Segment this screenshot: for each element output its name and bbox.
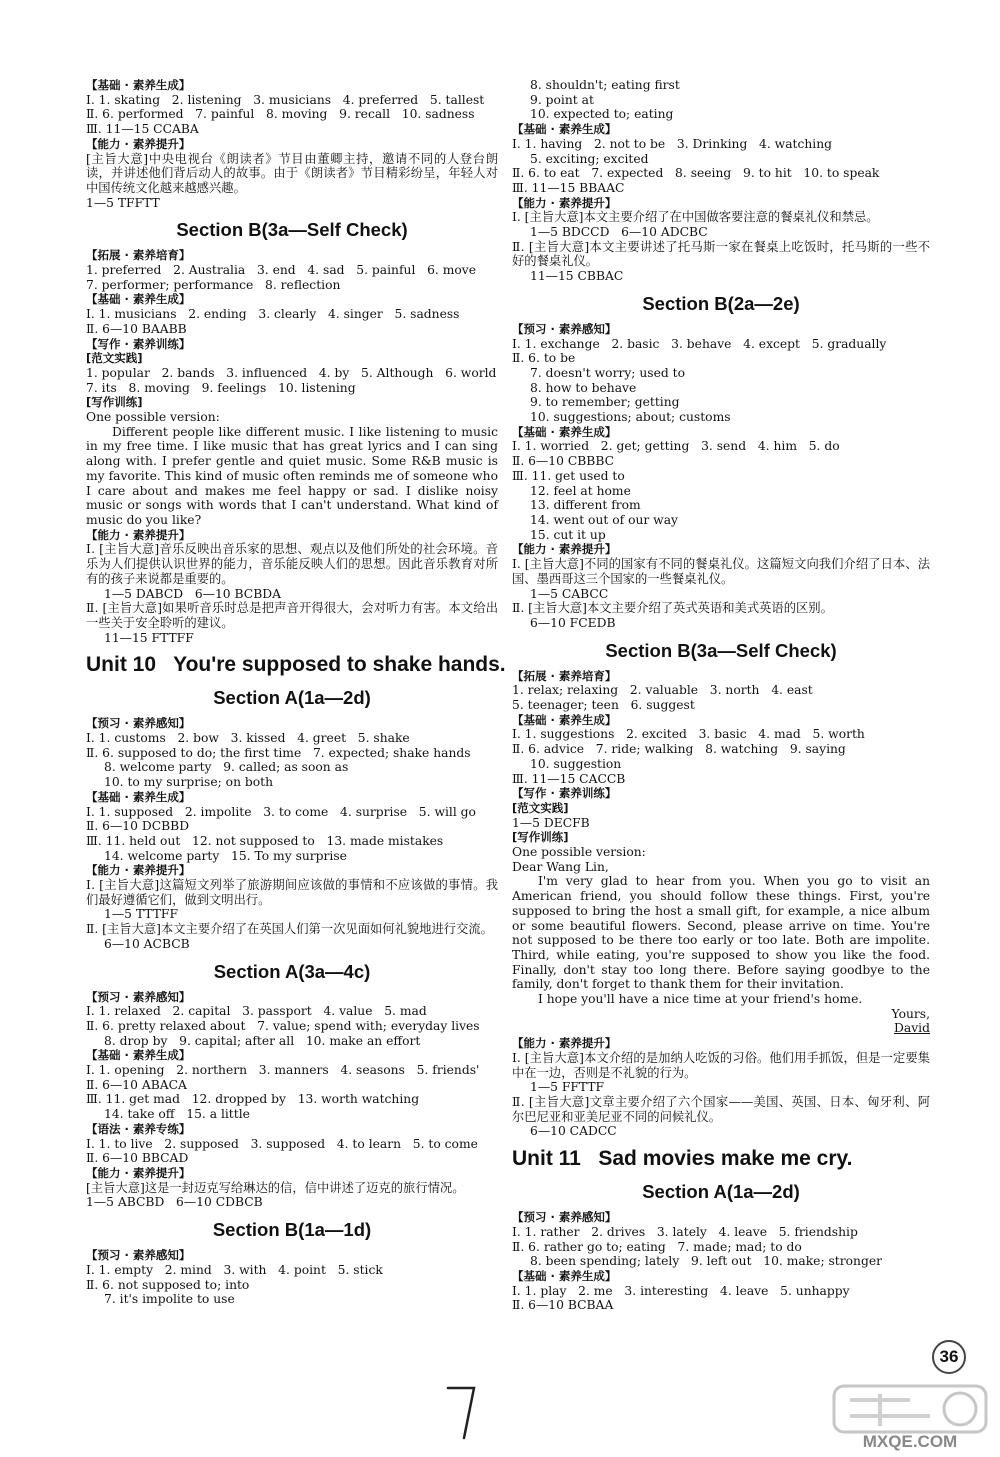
answer-line: 12. feel at home (530, 483, 631, 498)
answer-line: 10. expected to; eating (530, 107, 674, 122)
answer-line: Ⅲ. 11. held out 12. not supposed to 13. made mistakes (86, 833, 444, 848)
answer-line: Ⅲ. 11—15 BBAAC (512, 180, 625, 195)
summary-paragraph: Ⅰ. [主旨大意]本文主要介绍了在中国做客要注意的餐桌礼仪和禁忌。 (512, 210, 879, 225)
answer-line: 7. doesn't worry; used to (530, 365, 685, 380)
answer-line: 8. how to behave (530, 380, 637, 395)
essay-paragraph: I'm very glad to hear from you. When you go to visit an American friend, you should follow these things. First, you're supposed to bring the host a small gift, for example, a nice album or some beautiful flowers. Second, please arrive on time. You're not supposed to be there too early or too late. Both are impolite. Third, while eating, you're supposed to show you like the food. Finally, don't stay too long there. Before saying goodbye to the family, don't forget to thank them for their invitation. (512, 874, 930, 992)
answer-line: Ⅰ. 1. exchange 2. basic 3. behave 4. except 5. gradually (512, 336, 887, 351)
answer-line: 1—5 CABCC (530, 586, 609, 601)
summary-paragraph: Ⅱ. [主旨大意]如果听音乐时总是把声音开得很大，会对听力有害。本文给出一些关于安全聆听的建议。 (86, 601, 498, 630)
answer-line: Ⅰ. 1. worried 2. get; getting 3. send 4. him 5. do (512, 439, 840, 454)
summary-paragraph: Ⅰ. [主旨大意]本文介绍的是加纳人吃饭的习俗。他们用手抓饭，但是一定要集中在一边，否则是不礼貌的行为。 (512, 1050, 930, 1080)
answer-line: Ⅰ. 1. musicians 2. ending 3. clearly 4. singer 5. sadness (86, 307, 460, 322)
answer-line: 13. different from (530, 498, 641, 513)
answer-line: 11—15 FTTFF (104, 630, 194, 645)
answer-line: 6—10 ACBCB (104, 936, 190, 951)
summary-paragraph: Ⅰ. [主旨大意]音乐反映出音乐家的思想、观点以及他们所处的社会环境。音乐为人们提供认识世界的能力，音乐能反映人们的思想。因此音乐教育对所有的孩子来说都是重要的。 (86, 542, 498, 586)
answer-line: Yours, (891, 1006, 930, 1021)
category-tag: 【语法 · 素养专练】 (86, 1121, 191, 1136)
answer-line: Ⅰ. 1. play 2. me 3. interesting 4. leave 5. unhappy (512, 1283, 850, 1298)
section-heading: Section B(1a—1d) (212, 1219, 372, 1241)
answer-line: 1—5 DECFB (512, 815, 590, 830)
category-tag: 【能力 · 素养提升】 (512, 195, 617, 210)
answer-line: 1—5 TTTFF (104, 907, 178, 922)
answer-line: Ⅱ. 6. to be (512, 351, 576, 366)
answer-line: David (894, 1021, 930, 1036)
answer-line: Ⅰ. 1. relaxed 2. capital 3. passport 4. value 5. mad (86, 1004, 427, 1019)
answer-line: 1—5 TFFTT (86, 195, 160, 210)
answer-line: 7. its 8. moving 9. feelings 10. listening (86, 380, 356, 395)
section-heading: Section B(3a—Self Check) (605, 639, 837, 661)
answer-line: Ⅱ. 6. advice 7. ride; walking 8. watching 9. saying (512, 742, 846, 757)
answer-line: Ⅱ. 6. performed 7. painful 8. moving 9. recall 10. sadness (86, 107, 475, 122)
answer-line: 8. drop by 9. capital; after all 10. make an effort (104, 1033, 421, 1048)
answer-line: 8. shouldn't; eating first (530, 78, 680, 92)
answer-line: 10. to my surprise; on both (104, 775, 274, 790)
answer-line: 10. suggestion (530, 756, 622, 771)
handwritten-mark (440, 1382, 480, 1442)
answer-line: Ⅰ. 1. empty 2. mind 3. with 4. point 5. stick (86, 1262, 383, 1277)
category-tag: [范文实践] (512, 800, 569, 815)
answer-line: 1—5 FFTTF (530, 1080, 605, 1095)
answer-line: Ⅰ. 1. opening 2. northern 3. manners 4. seasons 5. friends' (86, 1063, 480, 1078)
left-column (86, 78, 506, 1307)
category-tag: 【写作 · 素养训练】 (512, 786, 617, 801)
answer-line: Ⅰ. 1. skating 2. listening 3. musicians 4. preferred 5. tallest (86, 92, 485, 107)
category-tag: [写作训练] (86, 395, 143, 410)
answer-line: Ⅲ. 11—15 CACCB (512, 771, 626, 786)
summary-paragraph: Ⅰ. [主旨大意]不同的国家有不同的餐桌礼仪。这篇短文向我们介绍了日本、法国、墨西哥这三个国家的一些餐桌礼仪。 (512, 557, 930, 586)
answer-line: Ⅱ. 6—10 CBBBC (512, 454, 615, 469)
category-tag: 【基础 · 素养生成】 (512, 1268, 617, 1283)
summary-paragraph: [主旨大意]中央电视台《朗读者》节目由董卿主持，邀请不同的人登台朗读，并讲述他们背后动人的故事。由于《朗读者》节目精彩纷呈，年轻人对中国传统文化越来越感兴趣。 (86, 151, 498, 195)
right-column (512, 78, 930, 1313)
answer-line: Ⅰ. 1. supposed 2. impolite 3. to come 4. surprise 5. will go (86, 804, 476, 819)
summary-paragraph: Ⅱ. [主旨大意]本文主要介绍了在英国人们第一次见面如何礼貌地进行交流。 (86, 922, 493, 937)
answer-line: 1. popular 2. bands 3. influenced 4. by 5. Although 6. world (86, 365, 497, 380)
category-tag: 【预习 · 素养感知】 (86, 1248, 191, 1263)
answer-line: 1. relax; relaxing 2. valuable 3. north 4. east (512, 683, 813, 698)
category-tag: 【预习 · 素养感知】 (512, 1210, 617, 1225)
answer-line: 6—10 FCEDB (530, 615, 616, 630)
unit-heading: Unit 11 Sad movies make me cry. (512, 1147, 853, 1171)
category-tag: 【基础 · 素养生成】 (86, 789, 191, 804)
answer-line: Ⅱ. 6—10 BAABB (86, 321, 187, 336)
answer-line: Ⅲ. 11. get used to (512, 468, 625, 483)
answer-line: 11—15 CBBAC (530, 269, 624, 284)
answer-line: Ⅰ. 1. rather 2. drives 3. lately 4. leave 5. friendship (512, 1224, 858, 1239)
answer-line: 14. welcome party 15. To my surprise (104, 848, 347, 863)
category-tag: 【基础 · 素养生成】 (86, 78, 191, 92)
answer-line: 10. suggestions; about; customs (530, 410, 731, 425)
answer-line: 1—5 DABCD 6—10 BCBDA (104, 586, 281, 601)
category-tag: 【能力 · 素养提升】 (512, 542, 617, 557)
answer-line: 5. teenager; teen 6. suggest (512, 698, 695, 713)
answer-line: 6—10 CADCC (530, 1124, 617, 1139)
category-tag: 【基础 · 素养生成】 (512, 424, 617, 439)
category-tag: 【能力 · 素养提升】 (86, 1166, 191, 1180)
answer-line: 14. went out of our way (530, 512, 678, 527)
page-number: 36 (932, 1340, 966, 1374)
answer-line: Ⅱ. 6—10 BBCAD (86, 1151, 189, 1166)
category-tag: 【基础 · 素养生成】 (512, 122, 617, 137)
answer-line: Ⅱ. 6. not supposed to; into (86, 1277, 250, 1292)
answer-line: Ⅲ. 11. get mad 12. dropped by 13. worth watching (86, 1092, 420, 1107)
section-heading: Section B(2a—2e) (642, 292, 800, 314)
category-tag: 【能力 · 素养提升】 (86, 863, 191, 878)
answer-line: Ⅰ. 1. customs 2. bow 3. kissed 4. greet 5. shake (86, 731, 410, 746)
unit-heading: Unit 10 You're supposed to shake hands. (86, 653, 506, 677)
essay-paragraph: I hope you'll have a nice time at your friend's home. (538, 992, 863, 1007)
category-tag: [范文实践] (86, 351, 143, 366)
answer-line: 8. been spending; lately 9. left out 10. make; stronger (530, 1254, 882, 1269)
answer-line: Dear Wang Lin, (512, 859, 609, 874)
category-tag: [写作训练] (512, 830, 569, 845)
section-heading: Section A(3a—4c) (213, 960, 371, 982)
answer-line: 15. cut it up (530, 527, 606, 542)
answer-line: 1—5 ABCBD 6—10 CDBCB (86, 1195, 263, 1210)
answer-line: Ⅰ. 1. having 2. not to be 3. Drinking 4. watching (512, 136, 833, 151)
answer-line: 9. to remember; getting (530, 395, 680, 410)
category-tag: 【拓展 · 素养培育】 (512, 668, 617, 683)
answer-line: Ⅱ. 6—10 BCBAA (512, 1298, 614, 1313)
answer-line: 1—5 BDCCD 6—10 ADCBC (530, 225, 708, 240)
answer-line: Ⅱ. 6. pretty relaxed about 7. value; spend with; everyday lives (86, 1018, 480, 1033)
summary-paragraph: Ⅱ. [主旨大意]文章主要介绍了六个国家——美国、英国、日本、匈牙利、阿尔巴尼亚和亚美尼亚不同的问候礼仪。 (512, 1095, 930, 1124)
section-heading: Section B(3a—Self Check) (176, 219, 408, 241)
essay-paragraph: Different people like different music. I like listening to music in my free time. I like music that has great lyrics and I can sing along with. I prefer gentle and quiet music. Some R&B music is my favorite. This kind of music often reminds me of someone who I care about and makes me feel happy or sad. I dislike noisy music or songs with words that I can't understand. What kind of music do you like? (86, 424, 498, 527)
category-tag: 【写作 · 素养训练】 (86, 336, 191, 351)
watermark-url: MXQE.COM (862, 1432, 958, 1451)
answer-line: 7. it's impolite to use (104, 1292, 235, 1307)
answer-line: Ⅰ. 1. to live 2. supposed 3. supposed 4. to learn 5. to come (86, 1136, 478, 1151)
answer-line: Ⅲ. 11—15 CCABA (86, 122, 199, 137)
answer-line: 7. performer; performance 8. reflection (86, 277, 341, 292)
category-tag: 【基础 · 素养生成】 (86, 292, 191, 307)
summary-paragraph: [主旨大意]这是一封迈克写给琳达的信，信中讲述了迈克的旅行情况。 (86, 1180, 465, 1195)
answer-line: Ⅱ. 6. to eat 7. expected 8. seeing 9. to hit 10. to speak (512, 166, 880, 181)
category-tag: 【能力 · 素养提升】 (86, 136, 191, 151)
category-tag: 【预习 · 素养感知】 (86, 716, 191, 731)
answer-line: One possible version: (512, 845, 646, 860)
category-tag: 【预习 · 素养感知】 (512, 321, 617, 336)
answer-line: 14. take off 15. a little (104, 1107, 250, 1122)
summary-paragraph: Ⅱ. [主旨大意]本文主要讲述了托马斯一家在餐桌上吃饭时，托马斯的一些不好的餐桌礼仪。 (512, 239, 930, 269)
category-tag: 【预习 · 素养感知】 (86, 989, 191, 1004)
answer-line: 1. preferred 2. Australia 3. end 4. sad 5. painful 6. move (86, 263, 477, 278)
answer-line: Ⅱ. 6—10 ABACA (86, 1077, 187, 1092)
answer-line: Ⅱ. 6. rather go to; eating 7. made; mad; to do (512, 1239, 802, 1254)
section-heading: Section A(1a—2d) (642, 1181, 800, 1203)
answer-line: 5. exciting; excited (530, 151, 649, 166)
answer-line: Ⅱ. 6. supposed to do; the first time 7. expected; shake hands (86, 745, 471, 760)
section-heading: Section A(1a—2d) (213, 687, 371, 709)
category-tag: 【能力 · 素养提升】 (86, 527, 191, 542)
category-tag: 【基础 · 素养生成】 (86, 1048, 191, 1063)
answer-line: 9. point at (530, 92, 594, 107)
category-tag: 【拓展 · 素养培育】 (86, 248, 191, 263)
answer-line: Ⅰ. 1. suggestions 2. excited 3. basic 4. mad 5. worth (512, 727, 865, 742)
answer-line: One possible version: (86, 410, 220, 425)
summary-paragraph: Ⅰ. [主旨大意]这篇短文列举了旅游期间应该做的事情和不应该做的事情。我们最好遵循它们，做到文明出行。 (86, 878, 498, 907)
category-tag: 【能力 · 素养提升】 (512, 1036, 617, 1051)
answer-line: Ⅱ. 6—10 DCBBD (86, 819, 190, 834)
answer-line: 8. welcome party 9. called; as soon as (104, 760, 349, 775)
summary-paragraph: Ⅱ. [主旨大意]本文主要介绍了英式英语和美式英语的区别。 (512, 601, 833, 616)
category-tag: 【基础 · 素养生成】 (512, 712, 617, 727)
